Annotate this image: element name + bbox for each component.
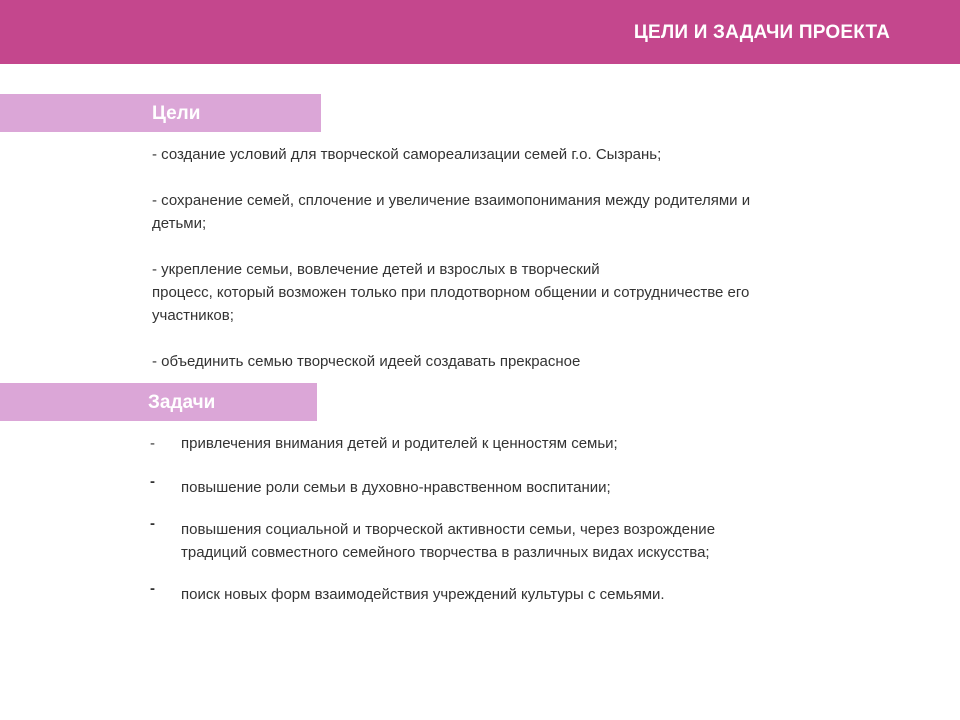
tasks-header-bar [0, 383, 317, 421]
goal-item: - объединить семью творческой идеей создавать прекрасное [152, 353, 581, 370]
task-item: - повышение роли семьи в духовно-нравственном воспитании; [150, 476, 830, 499]
goal-item: - сохранение семей, сплочение и увеличение взаимопонимания между родителями и детьми; [152, 192, 751, 232]
task-item: - повышения социальной и творческой активности семьи, через возрождение традиций совместного семейного творчества в различных видах искусства; [150, 518, 830, 564]
goals-heading: Цели [152, 103, 201, 124]
task-item: - привлечения внимания детей и родителей к ценностям семьи; [150, 432, 830, 455]
tasks-heading: Задачи [148, 392, 216, 413]
task-dash: - [150, 435, 155, 452]
task-item: - поиск новых форм взаимодействия учреждений культуры с семьями. [150, 583, 830, 606]
tasks-list [150, 432, 830, 606]
task-dash: - [150, 515, 155, 532]
task-dash: - [150, 580, 155, 597]
goals-list [152, 143, 852, 373]
slide-title: ЦЕЛИ И ЗАДАЧИ ПРОЕКТА [633, 22, 890, 43]
task-dash: - [150, 473, 155, 490]
goals-header-bar [0, 94, 321, 132]
slide-header [0, 0, 960, 64]
goal-item: - укрепление семьи, вовлечение детей и взрослых в творческий процесс, который возможен только при плодотворном общении и сотрудничестве его участников; [152, 261, 750, 324]
goal-item: - создание условий для творческой самореализации семей г.о. Сызрань; [152, 146, 662, 163]
